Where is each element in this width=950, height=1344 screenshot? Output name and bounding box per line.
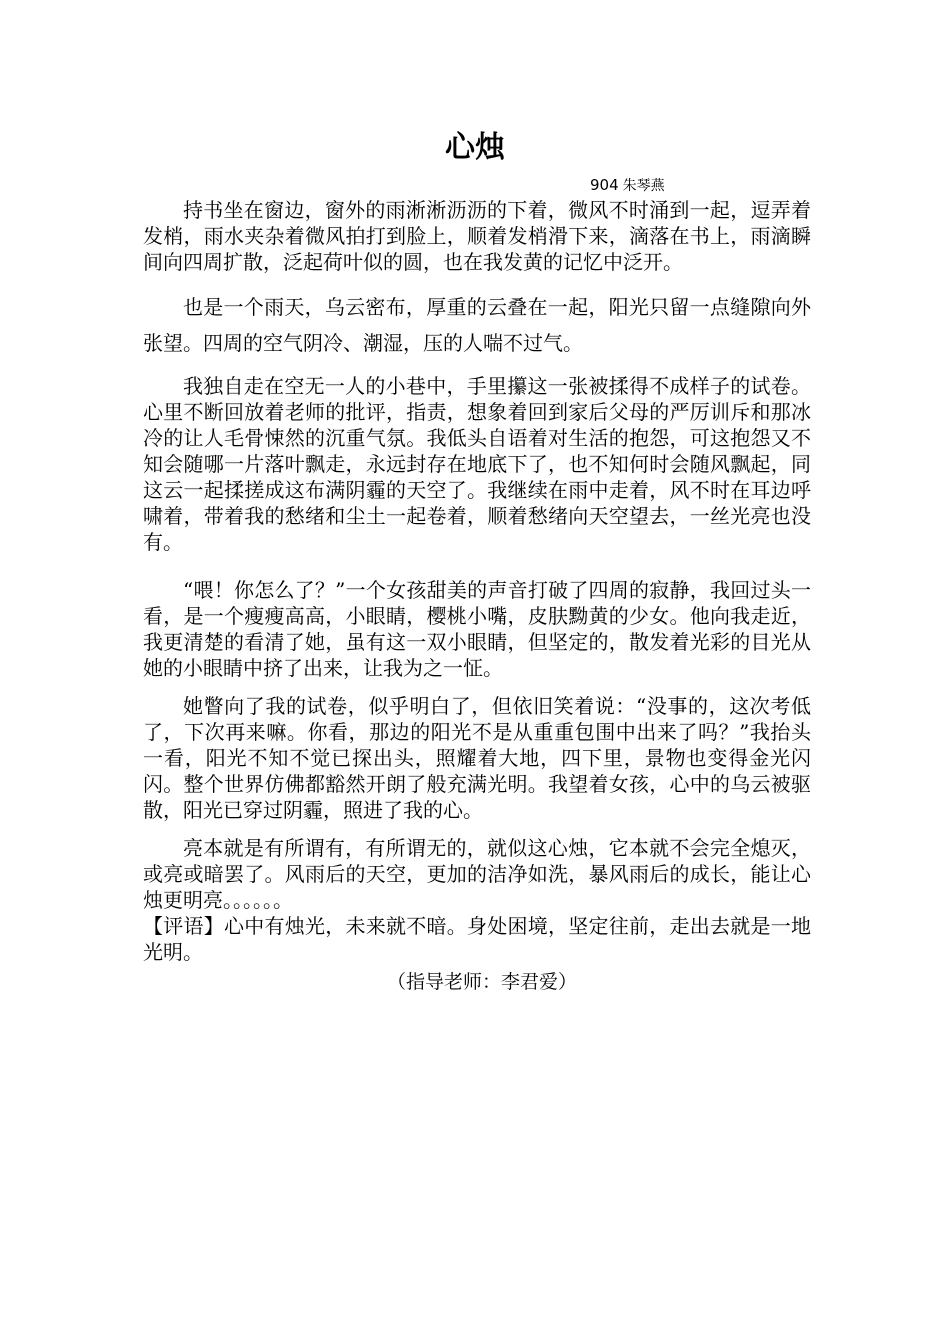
teacher-comment: 【评语】心中有烛光，未来就不暗。身处困境，坚定往前，走出去就是一地光明。 [143, 914, 811, 964]
paragraph-3: 我独自走在空无一人的小巷中，手里攥这一张被揉得不成样子的试卷。心里不断回放着老师的批评，指责，想象着回到家后父母的严厉训斥和那冰冷的让人毛骨悚然的沉重气氛。我低头自语着对生活的抱怨，可这抱怨又不知会随哪一片落叶飘走，永远封存在地底下了，也不知何时会随风飘起，同这云一起揉搓成这布满阴霾的天空了。我继续在雨中走着，风不时在耳边呼啸着，带着我的愁绪和尘土一起卷着，顺着愁绪向天空望去，一丝光亮也没有。 [143, 374, 811, 554]
paragraph-5: 她瞥向了我的试卷，似乎明白了，但依旧笑着说：“没事的，这次考低了，下次再来嘛。你看，那边的阳光不是从重重包围中出来了吗？”我抬头一看，阳光不知不觉已探出头，照耀着大地，四下里，景物也变得金光闪闪。整个世界仿佛都豁然开朗了般充满光明。我望着女孩，心中的乌云被驱散，阳光已穿过阴霾，照进了我的心。 [143, 694, 811, 822]
paragraph-2: 也是一个雨天，乌云密布，厚重的云叠在一起，阳光只留一点缝隙向外张望。四周的空气阴冷、潮湿，压的人喘不过气。 [143, 295, 811, 355]
author-class: 904 [590, 176, 619, 194]
essay-title: 心烛 [445, 130, 505, 165]
author-name: 朱琴燕 [622, 178, 665, 194]
author-byline [590, 175, 665, 196]
paragraph-6: 亮本就是有所谓有，有所谓无的，就似这心烛，它本就不会完全熄灭，或亮或暗罢了。风雨后的天空，更加的洁净如洗，暴风雨后的成长，能让心烛更明亮。。。。。。 [143, 836, 811, 912]
paragraph-1: 持书坐在窗边，窗外的雨淅淅沥沥的下着，微风不时涌到一起，逗弄着发梢，雨水夹杂着微风拍打到脸上，顺着发梢滑下来，滴落在书上，雨滴瞬间向四周扩散，泛起荷叶似的圆，也在我发黄的记忆中泛开。 [143, 198, 811, 274]
paragraph-4: “喂！你怎么了？”一个女孩甜美的声音打破了四周的寂静，我回过头一看，是一个瘦瘦高高，小眼睛，樱桃小嘴，皮肤黝黄的少女。他向我走近，我更清楚的看清了她，虽有这一双小眼睛，但坚定的，散发着光彩的目光从她的小眼睛中挤了出来，让我为之一怔。 [143, 578, 811, 680]
essay-body [143, 197, 811, 995]
instructor-credit: （指导老师：李君爱） [386, 971, 577, 993]
